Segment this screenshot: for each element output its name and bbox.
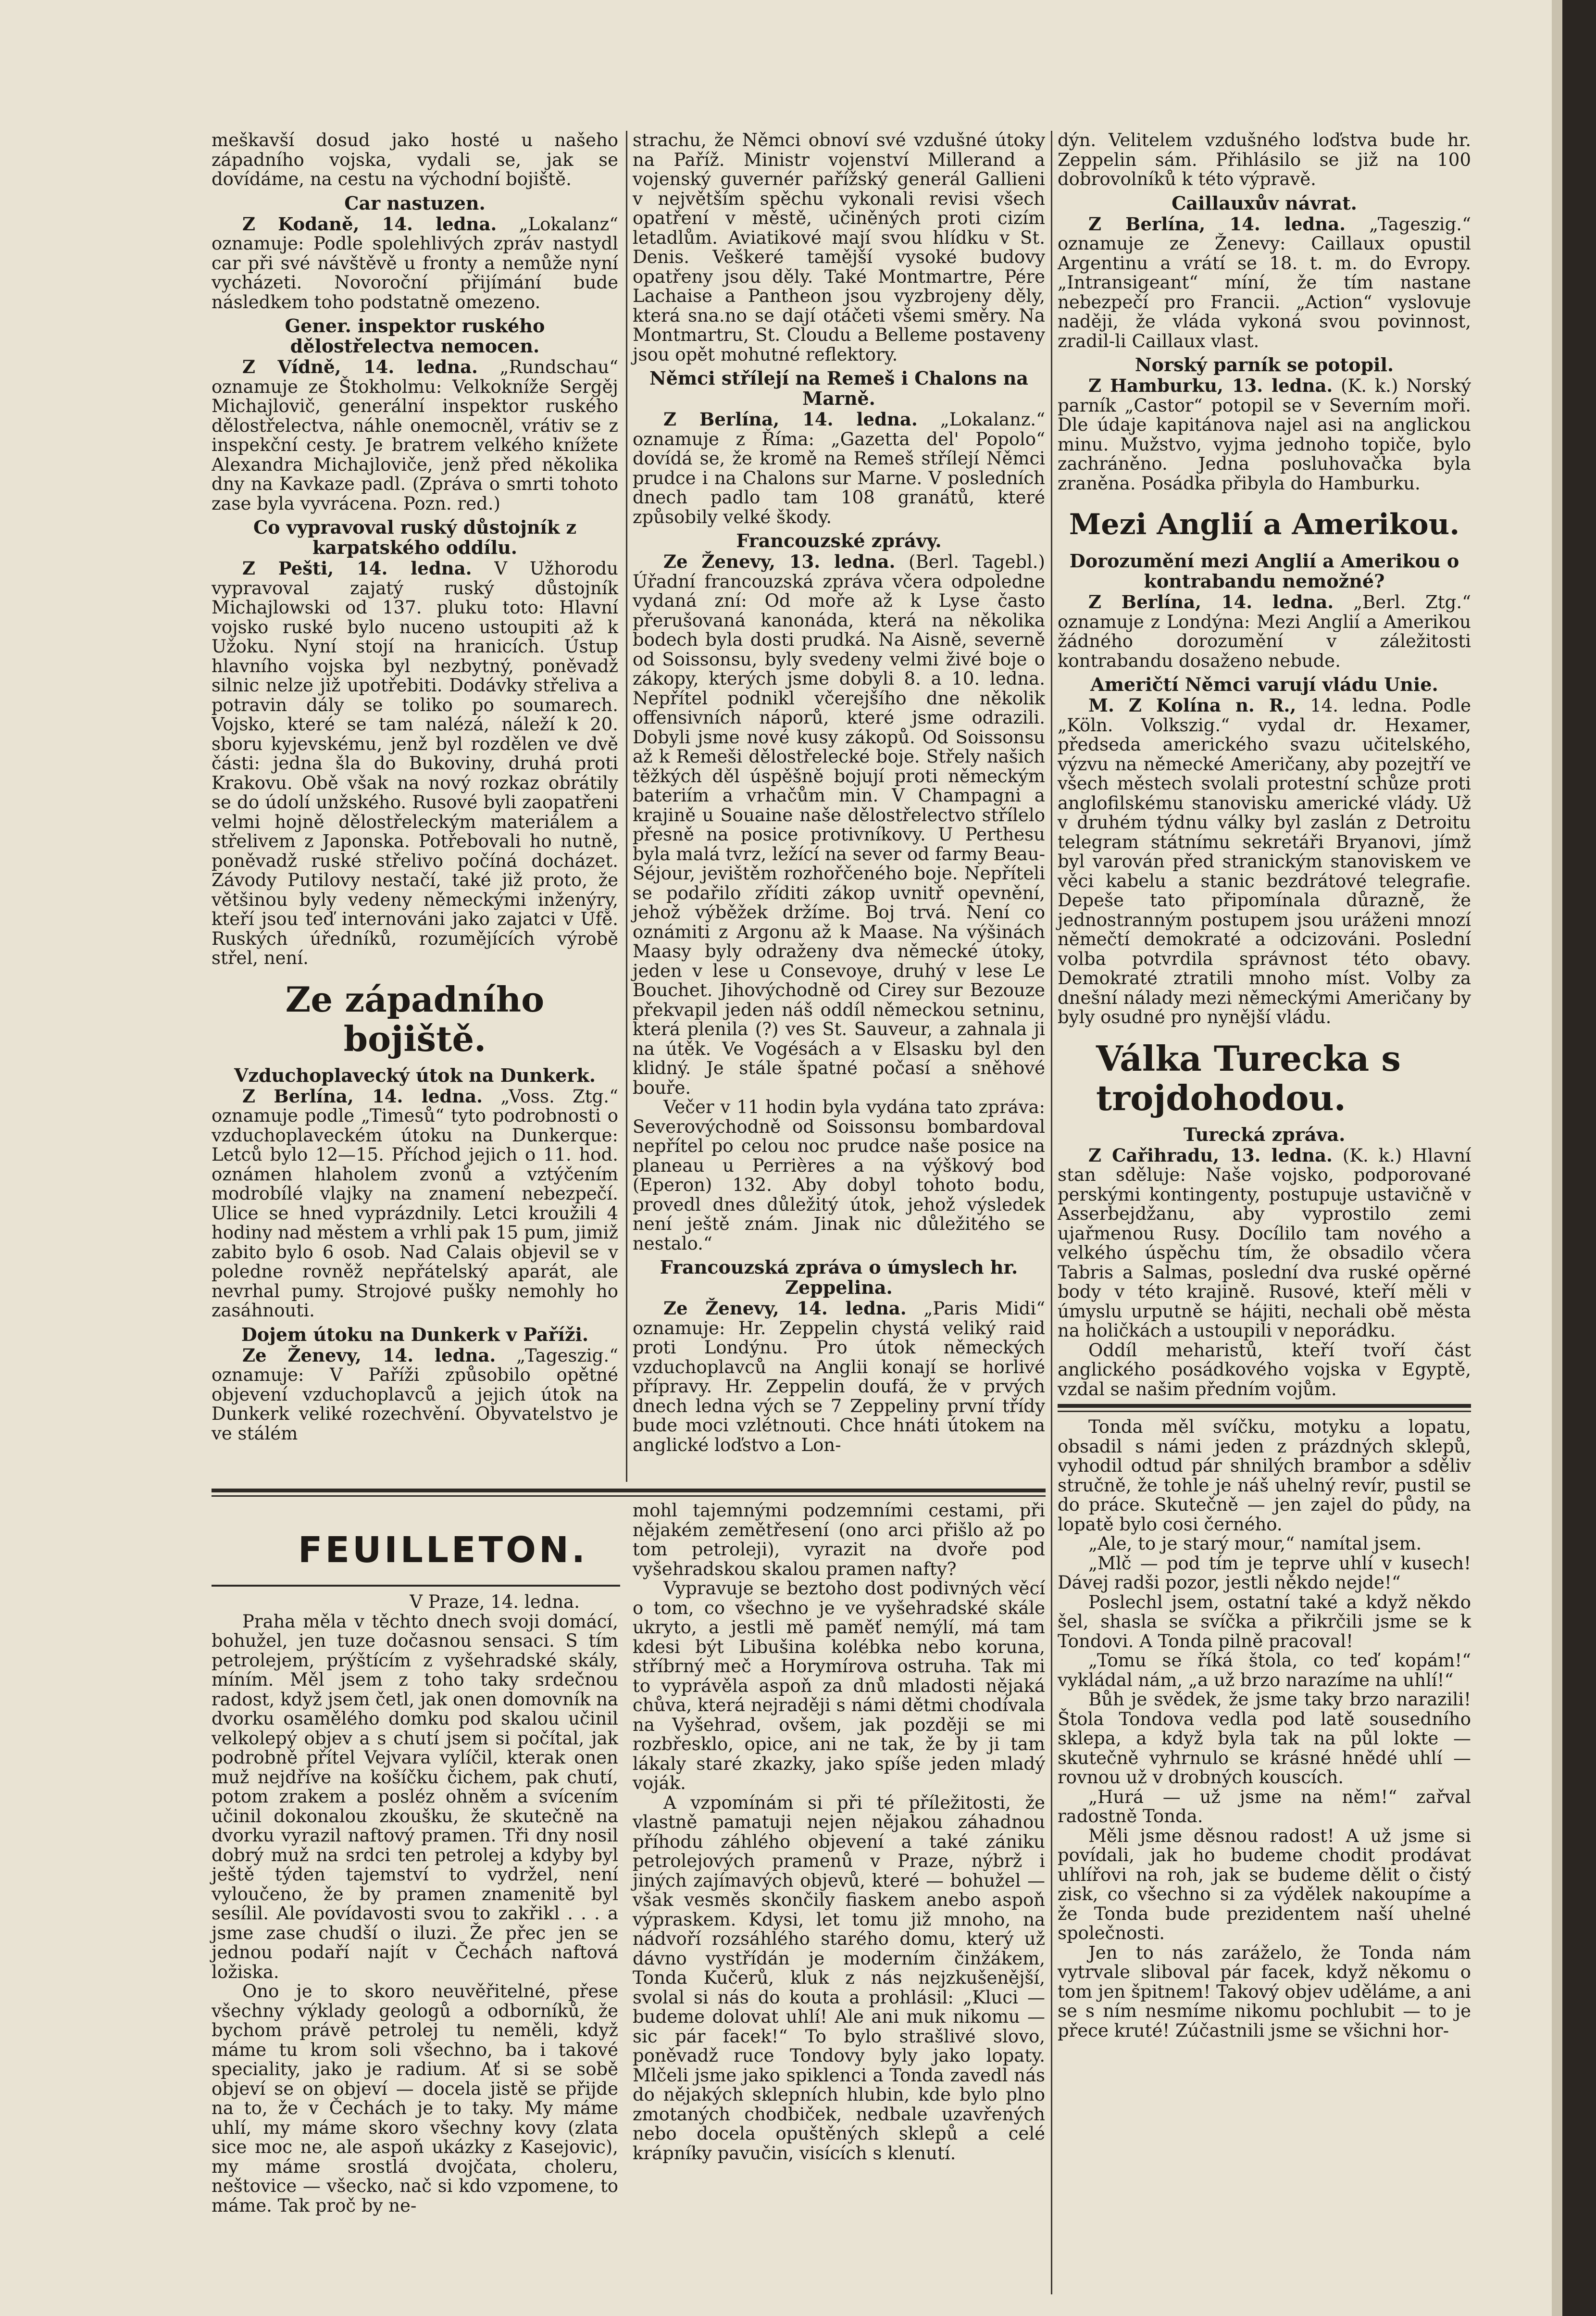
dateline: M. Z Kolína n. R., — [1088, 695, 1297, 716]
feuilleton-paragraph: Vypravuje se beztoho dost podivných věcí o tom, co všechno je ve vyšehradské skále ukryto, a jestli mě paměť nemýlí, má tam kdesi být Libušina kolébka nebo koruna, stříbrný meč a Horymírova ostruha. Tak mi to vyprávěla aspoň za dnů mladosti nějaká chůva, která nejraději s námi dětmi chodívala na Vyšehrad, ovšem, jak později se mi rozbřesklo, opice, ani ne tak, že by ji tam lákaly staré zkazky, jako spíše jeden mladý voják. — [633, 1578, 1045, 1793]
article-headline: Vzduchoplavecký útok na Dunkerk. — [234, 1064, 596, 1086]
article-paragraph — [212, 357, 618, 513]
feuilleton-paragraph: Praha měla v těchto dnech svoji domácí, bohužel, jen tuze dočasnou sensaci. S tím petrolejem, prýštícím z vyšehradské skály, míním. Měl jsem z toho taky srdečnou radost, když jsem četl, jak onen domovník na dvorku osamělého domku pod skalou učinil velkolepý objev a s chutí jsem si počítal, jak podrobně přítel Vejvara vylíčil, kterak onen muž nejdříve na košíčku čichem, pak chutí, potom zrakem a posléz ohněm a svícením učinil dokonalou zkoušku, že skutečně na dvorku vyrazil naftový pramen. Tři dny nosil dobrý muž na srdci ten petrolej a kdyby byl ještě týden tajemství to vydržel, není vyloučeno, že by pramen znamenitě byl sesílil. Ale povídavosti svou to zakřikl . . . a jsme zase chudší o iluzi. Že přec jen se jednou podaří najít v Čechách naftová ložiska. — [212, 1611, 618, 1982]
feuilleton-heading-rule — [212, 1585, 620, 1587]
feuilleton-paragraph: Ono je to skoro neuvěřitelné, přese všechny výklady geologů a odborníků, že bychom právě petrolej tu neměli, když máme tu krom soli všechno, ba i takové speciality, jako je radium. Ať si se sobě objeví se on objeví — docela jistě se přijde na to, že v Čechách je to taky. My máme uhlí, my máme skoro všechny kovy (zlata sice moc ne, ale aspoň ukázky z Kasejovic), my máme srostlá dvojčata, choleru, neštovice — všecko, nač si kdo vzpomene, to máme. Tak proč by ne- — [212, 1981, 618, 2216]
feuilleton-paragraph: Poslechl jsem, ostatní také a když někdo šel, shasla se svíčka a přikrčili jsme se k Tondovi. A Tonda pilně pracoval! — [1058, 1591, 1471, 1652]
dateline: Z Cařihradu, 13. ledna. — [1088, 1144, 1333, 1166]
dateline: Z Berlína, 14. ledna. — [1088, 213, 1346, 235]
article-paragraph — [212, 1346, 618, 1444]
article-paragraph — [1058, 696, 1471, 1027]
binding-edge — [1562, 0, 1596, 2316]
article-paragraph — [212, 214, 618, 313]
dateline: Z Berlína, 14. ledna. — [663, 409, 918, 430]
paragraph-text: „Voss. Ztg.“ oznamuje podle „Timesů“ tyto podrobnosti o vzduchoplaveckém útoku na Dunkerque: Letců bylo 12—15. Příchod jejich o 11. hod. oznámen hlaholem zvonů a vztýčením modrobílé vlajky na znamení nebezpečí. Ulice se hned vyprázdnily. Letci kroužili 4 hodiny nad městem a vrhli pak 15 pum, jimiž zabito bylo 6 osob. Nad Calais objevil se v poledne rovněž nepřátelský aparát, ale nevrhal pumy. Strojové pušky nemohly ho zasáhnouti. — [212, 1086, 618, 1321]
dateline: Z Hamburku, 13. ledna. — [1088, 375, 1333, 396]
paragraph-text: meškavší dosud jako hosté u našeho západního vojska, vydali se, jak se dovídáme, na cestu na východní bojiště. — [212, 130, 618, 189]
article-paragraph — [633, 410, 1045, 527]
feuilleton-paragraph: Bůh je svědek, že jsme taky brzo narazili! Štola Tondova vedla pod latě sousedního sklepa, a když byla tak na půl lokte — skutečně vyhrnulo se krásné hnědé uhlí — rovnou už v drobných kouscích. — [1058, 1689, 1471, 1788]
paragraph-text: 14. ledna. Podle „Köln. Volkszig.“ vydal dr. Hexamer, předseda amerického svazu učitelského, výzvu na německé Američany, aby pozejtří ve všech městech svolali protestní schůze proti anglofilskému stanovisku americké vlády. Už v druhém týdnu války byl zaslán z Detroitu telegram státnímu sekretáři Bryanovi, jímž byl varován před stranickým stanoviskem ve věci kabelu a stanic bezdrátové telegrafie. Depeše tato připomínala důrazně, že jednostranným postupem jsou uráženi mnozí němečtí demokraté a odcizováni. Poslední volba potvrdila správnost této obavy. Demokraté ztratili mnoho míst. Volby za dnešní nálady mezi německými Američany by byly osudné pro nynější vládu. — [1058, 695, 1471, 1027]
article-paragraph — [1058, 131, 1471, 189]
article-headline: Američtí Němci varují vládu Unie. — [1090, 674, 1438, 695]
page-gutter — [1552, 0, 1562, 2316]
article-headline: Němci střílejí na Remeš i Chalons na Marně. — [649, 367, 1029, 409]
paragraph-text: V Užhorodu vypravoval zajatý ruský důstojník Michajlowski od 137. pluku toto: Hlavní vojsko ruské bylo nuceno ustoupiti až k Užoku. Nyní stojí na hranicích. Ústup hlavního vojska byl nezbytný, poněvadž silnic nelze již upotřebiti. Dodávky střeliva a potravin dály se toliko po soumarech. Vojsko, které se tam nalézá, náleží k 20. sboru kyjevskému, jenž byl rozdělen ve dvě části: jedna šla do Bukoviny, druhá proti Krakovu. Obě však na nový rozkaz obrátily se do údolí unžského. Rusové byli zaopatřeni velmi hojně dělostřeleckým materiálem a střelivem z Japonska. Potřebovali ho nutně, poněvadž ruské střelivo počíná docházet. Závody Putilovy nestačí, také již proto, že většinou byly vedeny německými inženýry, kteří jsou teď internováni jako zajatci v Ufě. Ruských úředníků, rozumějících výrobě střel, není. — [212, 558, 618, 968]
paragraph-text: „Rundschau“ oznamuje ze Štokholmu: Velkokníže Sergěj Michajlovič, generální inspektor ruského dělostřelectva, náhle onemocněl, vrátiv se z inspekční cesty. Je bratrem velkého knížete Alexandra Michajloviče, jenž před několika dny na Kavkaze padl. (Zpráva o smrti tohoto zase byla vyvrácena. Pozn. red.) — [212, 357, 618, 514]
column-divider-2 — [1051, 131, 1052, 2294]
paragraph-text: Večer v 11 hodin byla vydána tato zpráva: Severovýchodně od Soissonsu bombardoval nepřítel po celou noc prudce naše posice na planeau u Perrières a na výškový bod (Eperon) 132. Aby dobyl tohoto bodu, provedl dnes důležitý útok, jehož výsledek není ještě znám. Jinak nic důležitého se nestalo.“ — [633, 1097, 1045, 1254]
feuilleton-paragraph: Měli jsme děsnou radost! A už jsme si povídali, jak ho budeme chodit prodávat uhlířovi na roh, jak se budeme dělit o čistý zisk, co všechno si za výdělek nakoupíme a že Tonda bude prezidentem naší uhelné společnosti. — [1058, 1825, 1471, 1943]
paragraph-text: „Tageszig.“ oznamuje ze Ženevy: Caillaux opustil Argentinu a vrátí se 18. t. m. do Evropy. „Intransigeant“ míní, že tím nastane nebezpečí pro Francii. „Action“ vyslovuje naději, že vláda vykoná svou povinnost, zradil-li Caillaux vlast. — [1058, 213, 1471, 351]
paragraph-text: (K. k.) Norský parník „Castor“ potopil se v Severním moři. Dle údaje kapitánova najel asi na anglickou minu. Mužstvo, vyjma jednoho topiče, bylo zachráněno. Jedna posluhovačka byla zraněna. Posádka přibyla do Hamburku. — [1058, 376, 1471, 494]
feuilleton-column-2 — [633, 1501, 1045, 2299]
article-headline: Francouzská zpráva o úmyslech hr. Zeppelina. — [660, 1256, 1018, 1298]
article-paragraph — [1058, 1146, 1471, 1341]
dateline: Z Vídně, 14. ledna. — [242, 356, 478, 377]
feuilleton-paragraph: „Mlč — pod tím je teprve uhlí v kusech! Dávej radši pozor, jestli někdo nejde!“ — [1058, 1552, 1471, 1593]
column-divider-1 — [626, 131, 627, 1482]
article-headline: Dojem útoku na Dunkerk v Paříži. — [241, 1323, 589, 1345]
article-paragraph — [1058, 214, 1471, 351]
feuilleton-paragraph: mohl tajemnými podzemními cestami, při nějakém zemětřesení (ono arci přišlo až po tom petroleji), vyrazit na dvoře pod vyšehradskou skalou pramen nafty? — [633, 1500, 1045, 1579]
feuilleton-dateline: V Praze, 14. ledna. — [410, 1591, 580, 1612]
feuilleton-paragraph: „Tomu se říká štola, co teď kopám!“ vykládal nám, „a už brzo narazíme na uhlí!“ — [1058, 1650, 1471, 1690]
feuilleton-separator-rule — [212, 1489, 1046, 1492]
article-headline: Turecká zpráva. — [1183, 1123, 1346, 1145]
paragraph-text: (Berl. Tagebl.) Úřadní francouzská zpráva včera odpoledne vydaná zní: Od moře až k Lyse často přerušovaná kanonáda, která na několika bodech byla dosti prudká. Na Aisně, severně od Soissonsu, byly svedeny velmi živé boje o zákopy, kterých jsme dobyli 8. a 10. ledna. Nepřítel podnikl včerejšího dne několik offensivních náporů, které jsme odrazili. Dobyli jsme nové kusy zákopů. Od Soissonsu až k Remeši dělostřelecké boje. Střely našich těžkých děl úspěšně bojují proti německým bateriím a vrhačům min. V Champagni a krajině u Souaine naše dělostřelectvo střílelo přesně na posice protivníkovy. U Perthesu byla malá tvrz, ležící na sever od farmy Beau-Séjour, jevištěm rozhořčeného boje. Nepříteli se podařilo zříditi zákop uvnitř opevnění, jehož výběžek držíme. Boj trvá. Není co oznámiti z Argonu až k Maase. Na výšinách Maasy byly odraženy dva německé útoky, jeden v lese u Consevoye, druhý v lese Le Bouchet. Jihovýchodně od Cirey sur Bezouze překvapil jeden náš oddíl německou setninu, která plenila (?) ves St. Sauveur, a zahnala ji na útěk. Ve Vogésách a v Elsasku byl den klidný. Je stále špatné počasí a sněhové bouře. — [633, 551, 1045, 1098]
article-headline: Dorozumění mezi Anglií a Amerikou o kontrabandu nemožné? — [1069, 550, 1459, 592]
dateline: Z Berlína, 14. ledna. — [1088, 591, 1334, 613]
article-paragraph — [212, 559, 618, 968]
article-headline: Co vypravoval ruský důstojník z karpatského oddílu. — [253, 516, 577, 558]
article-headline: Caillauxův návrat. — [1172, 192, 1357, 214]
article-paragraph — [212, 131, 618, 189]
article-paragraph — [1058, 592, 1471, 671]
article-paragraph — [633, 1299, 1045, 1455]
dateline: Z Kodaně, 14. ledna. — [242, 213, 497, 235]
article-paragraph — [633, 552, 1045, 1098]
paragraph-text: (K. k.) Hlavní stan sděluje: Naše vojsko, podporované perskými kontingenty, postupuje ustavičně v Asserbejdžanu, aby vyprostilo zemi ujařmenou Rusy. Docílilo tam nového a velkého úspěchu tím, že obsadilo včera Tabris a Salmas, poslední dva ruské opěrné body v této krajině. Rusové, kteří měli v úmyslu urputně se hájiti, nechali obě města na holičkách a ustoupili v neporádku. — [1058, 1145, 1471, 1341]
feuilleton-column-3 — [1058, 1417, 1471, 2299]
article-paragraph — [633, 1098, 1045, 1253]
dateline: Z Berlína, 14. ledna. — [242, 1085, 483, 1107]
article-headline: Gener. inspektor ruského dělostřelectva nemocen. — [285, 315, 545, 357]
article-paragraph — [212, 1087, 618, 1321]
dateline: Ze Ženevy, 14. ledna. — [242, 1344, 496, 1366]
article-headline: Norský parník se potopil. — [1135, 354, 1394, 376]
column3-feuilleton-rule-thin — [1058, 1411, 1471, 1412]
news-column-3 — [1058, 130, 1471, 1400]
feuilleton-top-rule — [212, 1495, 1046, 1497]
feuilleton-paragraph: Tonda měl svíčku, motyku a lopatu, obsadil s námi jeden z prázdných sklepů, vyhodil odtud pár shnilých brambor a sděliv stručně, že tohle je náš uhelný revír, pustil se do práce. Skutečně — jen zajel do půdy, na lopatě bylo cosi černého. — [1058, 1416, 1471, 1535]
paragraph-text: „Tageszig.“ oznamuje: V Paříži způsobilo opětné objevení vzduchoplavců a jejich útok na Dunkerk veliké rozechvění. Obyvatelstvo je ve stálém — [212, 1345, 619, 1444]
article-headline: Car nastuzen. — [344, 192, 486, 214]
paragraph-text: Oddíl meharistů, kteří tvoří část anglického posádkového vojska v Egyptě, vzdal se našim předním vojům. — [1058, 1340, 1471, 1400]
dateline: Ze Ženevy, 13. ledna. — [663, 551, 896, 572]
section-heading: Ze západního bojiště. — [285, 978, 545, 1059]
feuilleton-paragraph: Jen to nás zaráželo, že Tonda nám vytrvale sliboval pár facek, když někomu o tom jen špitnem! Takový objev uděláme, a ani se s ním nesmíme nikomu pochlubit — to je přece kruté! Zúčastnili jsme se všichni hor- — [1058, 1942, 1471, 2041]
paragraph-text: „Lokalanz.“ oznamuje z Říma: „Gazetta del' Popolo“ dovídá se, že kromě na Remeš střílejí Němci prudce i na Chalons sur Marne. V posledních dnech padlo tam 108 granátů, které způsobily velké škody. — [633, 409, 1045, 527]
paragraph-text: „Lokalanz“ oznamuje: Podle spolehlivých zpráv nastydl car při své návštěvě u fronty a nemůže nyní vycházeti. Novoroční přijímání bude následkem toho podstatně omezeno. — [212, 213, 618, 313]
article-paragraph — [1058, 376, 1471, 493]
paragraph-text: „Paris Midi“ oznamuje: Hr. Zeppelin chystá veliký raid proti Londýnu. Pro útok německých vzduchoplavců na Anglii konají se horlivé přípravy. Hr. Zeppelin doufá, že v prvých dnech ledna vých se 7 Zeppeliny první třídy bude moci vzlétnouti. Chce hnáti útokem na anglické loďstvo a Lon- — [633, 1298, 1045, 1455]
section-heading: Válka Turecka s trojdohodou. — [1096, 1038, 1401, 1118]
article-headline: Francouzské zprávy. — [736, 530, 942, 551]
feuilleton-paragraph: „Ale, to je starý mour,“ namítal jsem. — [1088, 1533, 1422, 1554]
dateline: Z Pešti, 14. ledna. — [242, 558, 472, 579]
feuilleton-heading: FEUILLETON. — [298, 1529, 588, 1571]
feuilleton-column-1 — [212, 1592, 618, 2299]
feuilleton-paragraph: „Hurá — už jsme na něm!“ zařval radostně Tonda. — [1058, 1786, 1471, 1827]
paragraph-text: strachu, že Němci obnoví své vzdušné útoky na Paříž. Ministr vojenství Millerand a vojenský guvernér pařížský generál Gallieni v největším spěchu vykonali revisi všech opatření v městě, učiněných proti cizím letadlům. Aviatikové mají svou hlídku v St. Denis. Veškeré tamější vysoké budovy opatřeny jsou děly. Také Montmartre, Pére Lachaise a Pantheon jsou vyzbrojeny děly, která sna.no se dají otáčeti všemi směry. Na Montmartru, St. Cloudu a Belleme postaveny jsou opět mohutné reflektory. — [633, 130, 1045, 365]
section-heading: Mezi Anglií a Amerikou. — [1069, 508, 1460, 541]
feuilleton-paragraph: A vzpomínám si při té příležitosti, že vlastně pamatuji nejen nějakou záhadnou příhodu záhlého objevení a také zániku petrolejových pramenů v Praze, nýbrž i jiných zajímavých objevů, které — bohužel — však vesměs skončily fiaskem anebo aspoň výpraskem. Kdysi, let tomu již mnoho, na nádvoří rozsáhlého starého domu, který už dávno vystřídán je moderním činžákem, Tonda Kučerů, kluk z nás nejzkušenější, svolal si nás do kouta a prohlásil: „Kluci — budeme dolovat uhlí! Ale ani muk nikomu — sic pár facek!“ To bylo strašlivé slovo, poněvadž ruce Tondovy byly jako lopaty. Mlčeli jsme jako spiklenci a Tonda zavedl nás do nějakých sklepních hlubin, kde bylo plno zmotaných chodbiček, nedbale uzavřených nebo docela opuštěných sklepů a celé krápníky pavučin, visících s klenutí. — [633, 1792, 1045, 2164]
column3-feuilleton-rule — [1058, 1404, 1471, 1408]
article-paragraph — [1058, 1341, 1471, 1400]
news-column-2 — [633, 131, 1045, 1477]
dateline: Ze Ženevy, 14. ledna. — [663, 1298, 907, 1319]
article-paragraph — [633, 131, 1045, 364]
paragraph-text: „Berl. Ztg.“ oznamuje z Londýna: Mezi Anglií a Amerikou žádného dorozumění v záležitosti kontrabandu dosaženo nebude. — [1058, 592, 1471, 671]
paragraph-text: dýn. Velitelem vzdušného loďstva bude hr. Zeppelin sám. Přihlásilo se již na 100 dobrovolníků k této výpravě. — [1058, 130, 1471, 189]
news-column-1 — [212, 131, 618, 1477]
